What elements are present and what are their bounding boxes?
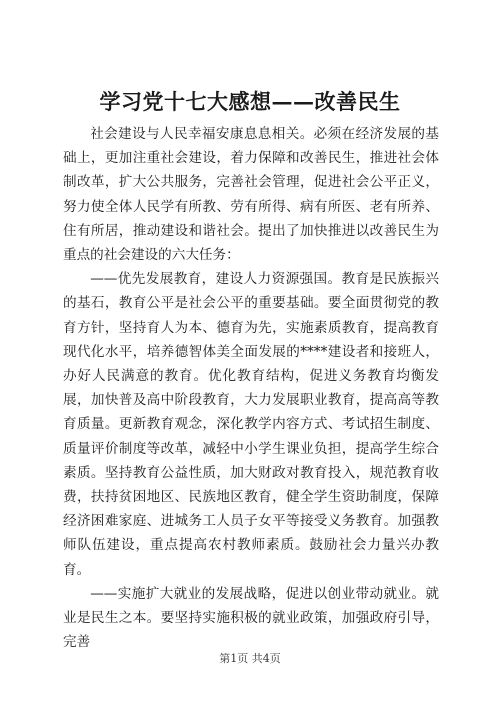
page-footer: 第1页 共4页 <box>219 652 281 665</box>
document-title: 学习党十七大感想——改善民生 <box>99 89 401 114</box>
paragraph-education: ——优先发展教育，建设人力资源强国。教育是民族振兴的基石，教育公平是社会公平的重要基础。要全面贯彻党的教育方针，坚持育人为本、德育为先，实施素质教育，提高教育现代化水平，培养德智体美全面发展的****建设者和接班人，办好人民满意的教育。优化教育结构，促进义务教育均衡发展，加快普及高中阶段教育，大力发展职业教育，提高高等教育质量。更新教育观念，深化教学内容方式、考试招生制度、质量评价制度等改革，减轻中小学生课业负担，提高学生综合素质。坚持教育公益性质，加大财政对教育投入，规范教育收费，扶持贫困地区、民族地区教育，健全学生资助制度，保障经济困难家庭、进城务工人员子女平等接受义务教育。加强教师队伍建设，重点提高农村教师素质。鼓励社会力量兴办教育。 <box>63 271 439 578</box>
document-body <box>63 122 439 654</box>
paragraph-intro: 社会建设与人民幸福安康息息相关。必须在经济发展的基础上，更加注重社会建设，着力保障和改善民生，推进社会体制改革，扩大公共服务，完善社会管理，促进社会公平正义，努力使全体人民学有所教、劳有所得、病有所医、老有所养、住有所居，推动建设和谐社会。提出了加快推进以改善民生为重点的社会建设的六大任务： <box>63 126 439 264</box>
paragraph-employment: ——实施扩大就业的发展战略，促进以创业带动就业。就业是民生之本。要坚持实施积极的就业政策，加强政府引导，完善 <box>63 585 439 651</box>
